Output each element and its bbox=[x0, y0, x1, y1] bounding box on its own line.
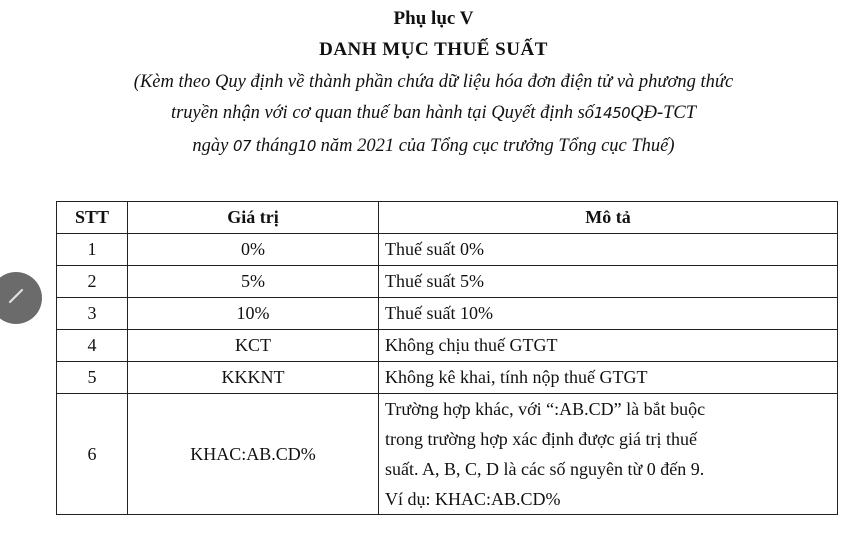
handwritten-day: 07 bbox=[233, 137, 252, 155]
header-value: Giá trị bbox=[128, 202, 379, 234]
chevron-right-icon bbox=[4, 286, 28, 310]
row-stt: 2 bbox=[57, 266, 128, 298]
table-row bbox=[57, 330, 838, 362]
subtitle-line-2-suffix: QĐ-TCT bbox=[630, 103, 697, 123]
row-description: Không kê khai, tính nộp thuế GTGT bbox=[379, 362, 838, 394]
description-line: trong trường hợp xác định được giá trị thuế bbox=[385, 429, 698, 449]
row-stt: 5 bbox=[57, 362, 128, 394]
description-line: Trường hợp khác, với “:AB.CD” là bắt buộc bbox=[385, 399, 706, 419]
row-value: KKKNT bbox=[128, 362, 379, 394]
row-stt: 6 bbox=[57, 394, 128, 515]
description-line: Ví dụ: KHAC:AB.CD% bbox=[385, 489, 561, 509]
subtitle-line-3-suffix: năm 2021 của Tổng cục trưởng Tổng cục Thuế) bbox=[320, 136, 675, 156]
row-stt: 1 bbox=[57, 234, 128, 266]
table-header-row bbox=[57, 202, 838, 234]
table-row bbox=[57, 266, 838, 298]
subtitle-line-2-prefix: truyền nhận với cơ quan thuế ban hành tại Quyết định số bbox=[170, 103, 595, 123]
row-description: Thuế suất 10% bbox=[379, 298, 838, 330]
row-stt: 3 bbox=[57, 298, 128, 330]
tax-rate-table bbox=[56, 201, 838, 515]
subtitle-day-label: ngày bbox=[192, 136, 229, 156]
header-stt: STT bbox=[57, 202, 128, 234]
side-nav-button[interactable] bbox=[0, 272, 42, 324]
subtitle-month-label: tháng bbox=[255, 136, 298, 156]
table-row bbox=[57, 362, 838, 394]
appendix-label: Phụ lục V bbox=[393, 8, 474, 29]
subtitle-line-3 bbox=[0, 136, 867, 157]
document-title: DANH MỤC THUẾ SUẤT bbox=[319, 39, 548, 60]
subtitle-line-1: (Kèm theo Quy định về thành phần chứa dữ liệu hóa đơn điện tử và phương thức bbox=[133, 72, 734, 92]
row-description bbox=[379, 394, 838, 515]
handwritten-decision-number: 1450 bbox=[594, 104, 631, 122]
row-value: 10% bbox=[128, 298, 379, 330]
row-value: KCT bbox=[128, 330, 379, 362]
row-description: Thuế suất 5% bbox=[379, 266, 838, 298]
row-value: 5% bbox=[128, 266, 379, 298]
handwritten-month: 10 bbox=[297, 137, 316, 155]
description-line: suất. A, B, C, D là các số nguyên từ 0 đến 9. bbox=[385, 459, 705, 479]
table-row bbox=[57, 234, 838, 266]
subtitle-line-2 bbox=[0, 103, 867, 124]
header-description: Mô tả bbox=[379, 202, 838, 234]
table-row bbox=[57, 394, 838, 515]
row-value: KHAC:AB.CD% bbox=[128, 394, 379, 515]
row-description: Không chịu thuế GTGT bbox=[379, 330, 838, 362]
row-value: 0% bbox=[128, 234, 379, 266]
table-row bbox=[57, 298, 838, 330]
row-description: Thuế suất 0% bbox=[379, 234, 838, 266]
row-stt: 4 bbox=[57, 330, 128, 362]
